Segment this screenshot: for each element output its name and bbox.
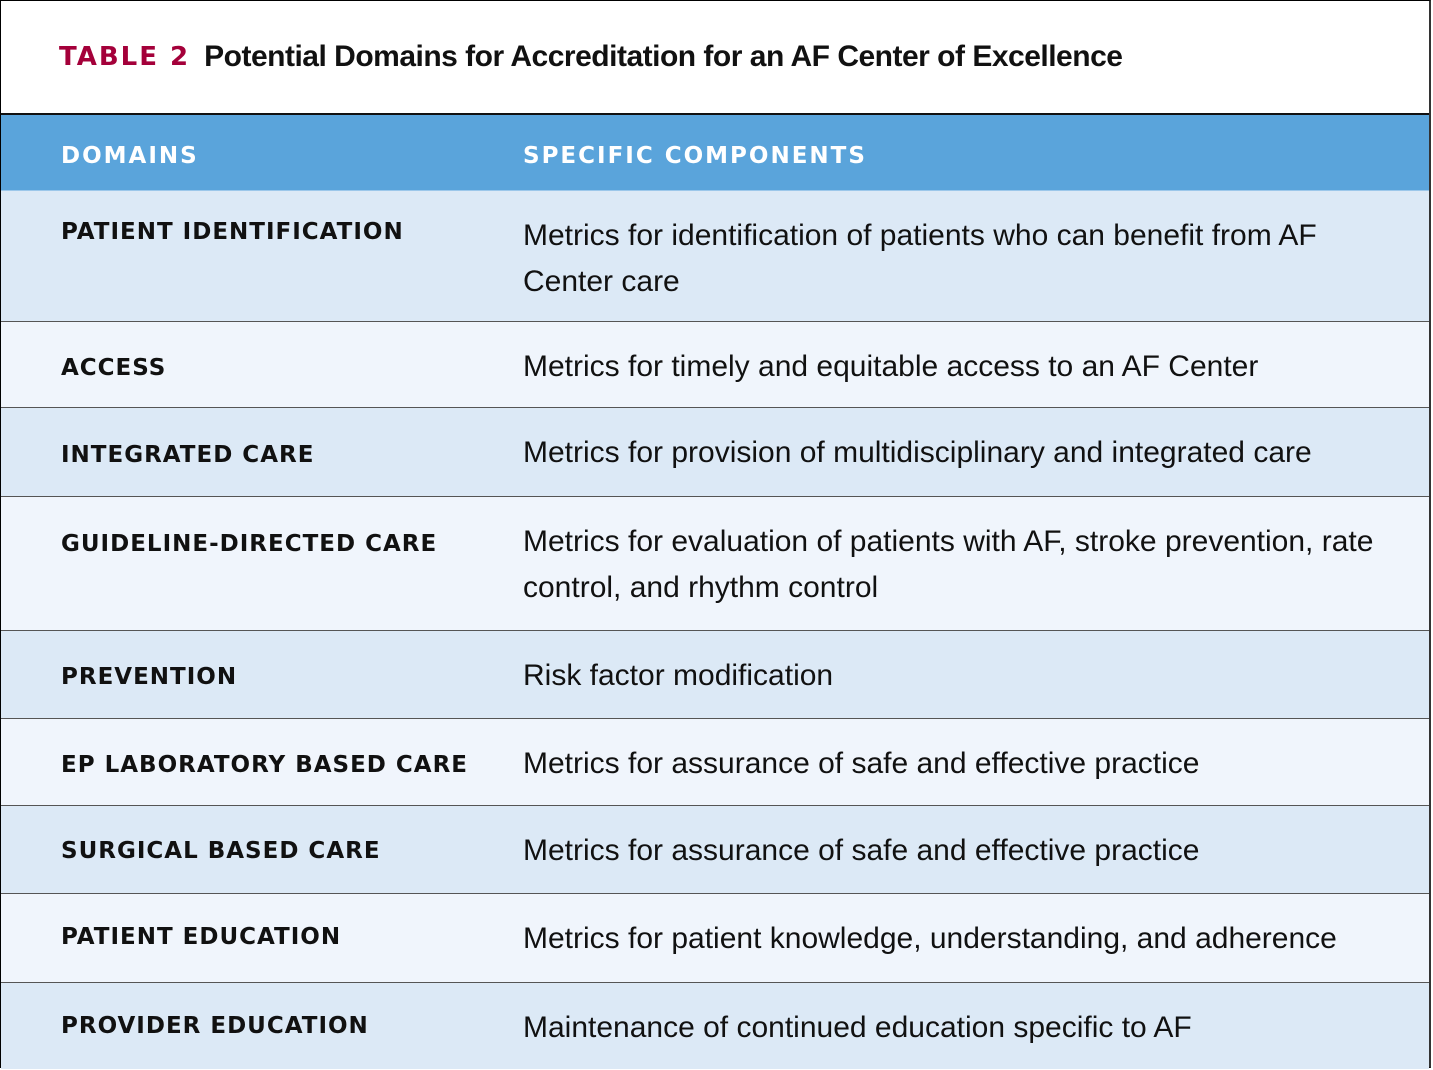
table-label: TABLE 2 xyxy=(59,42,191,72)
component-cell: Risk factor modification xyxy=(523,659,834,692)
table-row xyxy=(1,191,1429,322)
table-row xyxy=(1,408,1429,497)
domain-cell: SURGICAL BASED CARE xyxy=(61,838,381,864)
column-header-components: SPECIFIC COMPONENTS xyxy=(523,143,867,169)
domain-cell: EP LABORATORY BASED CARE xyxy=(61,752,469,778)
component-cell: Metrics for provision of multidisciplinary and integrated care xyxy=(523,436,1312,469)
domain-cell: INTEGRATED CARE xyxy=(61,442,315,468)
domain-cell: PATIENT IDENTIFICATION xyxy=(61,219,404,245)
component-cell: Metrics for evaluation of patients with AF, stroke prevention, rate control, and rhythm control xyxy=(523,525,1374,604)
table-row xyxy=(1,806,1429,894)
domain-cell: PREVENTION xyxy=(61,664,238,690)
table-row xyxy=(1,894,1429,983)
table-title: Potential Domains for Accreditation for an AF Center of Excellence xyxy=(204,40,1123,73)
domain-cell: ACCESS xyxy=(61,355,167,381)
table-row xyxy=(1,719,1429,806)
component-cell: Maintenance of continued education specific to AF xyxy=(523,1011,1192,1044)
component-cell: Metrics for assurance of safe and effective practice xyxy=(523,834,1200,867)
table-row xyxy=(1,631,1429,719)
table-caption xyxy=(1,1,1429,115)
column-header-domains: DOMAINS xyxy=(61,143,199,169)
component-cell: Metrics for assurance of safe and effective practice xyxy=(523,747,1200,780)
domain-cell: GUIDELINE-DIRECTED CARE xyxy=(61,531,438,557)
table-row xyxy=(1,322,1429,408)
component-cell: Metrics for identification of patients who can benefit from AF Center care xyxy=(523,219,1317,298)
component-cell: Metrics for timely and equitable access to an AF Center xyxy=(523,350,1259,383)
table-row xyxy=(1,497,1429,631)
domain-cell: PROVIDER EDUCATION xyxy=(61,1013,369,1039)
table-header-row xyxy=(1,115,1429,191)
table-row xyxy=(1,983,1429,1069)
domain-cell: PATIENT EDUCATION xyxy=(61,924,342,950)
component-cell: Metrics for patient knowledge, understanding, and adherence xyxy=(523,922,1337,955)
